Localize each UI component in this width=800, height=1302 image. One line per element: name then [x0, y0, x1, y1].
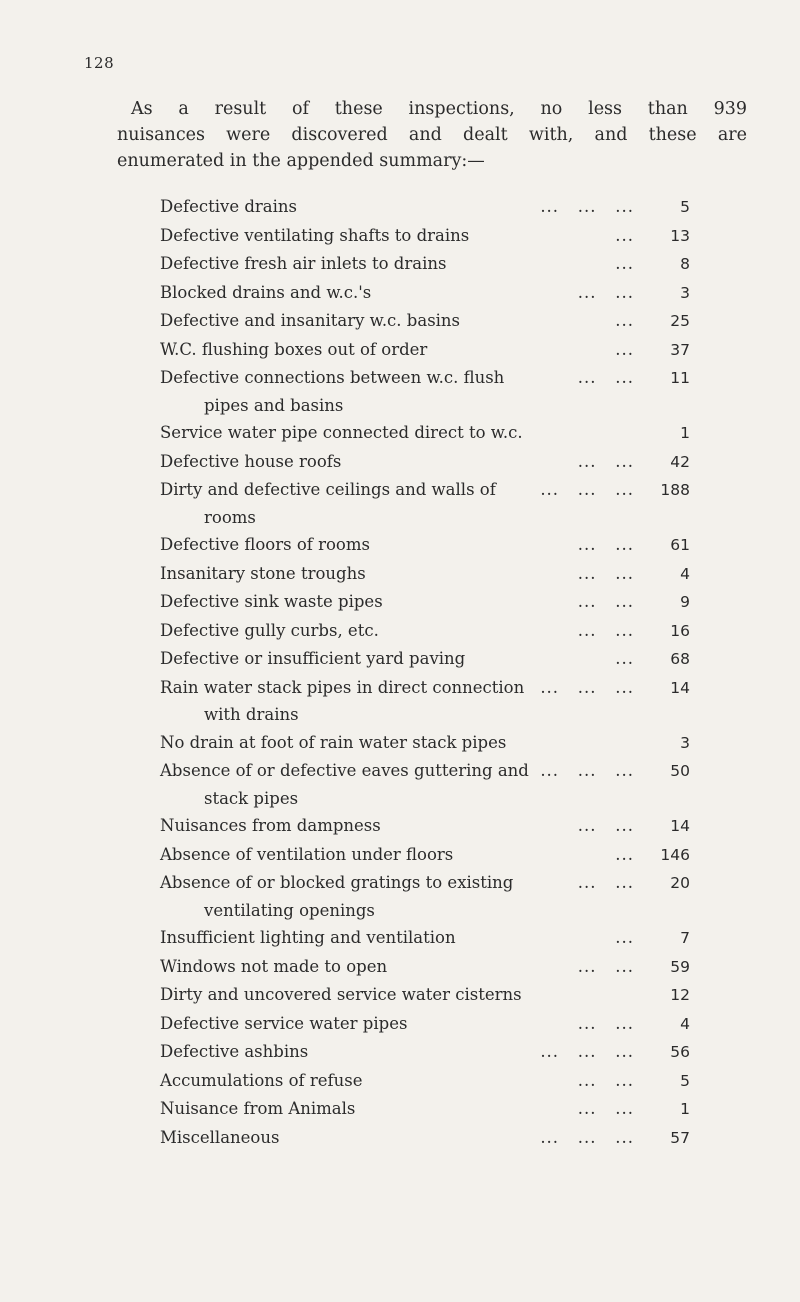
- summary-label-text: Defective floors of rooms: [160, 535, 370, 554]
- summary-count: 7: [680, 929, 690, 947]
- summary-count: 146: [660, 845, 690, 864]
- summary-label: [160, 757, 540, 812]
- summary-count: 188: [660, 481, 690, 499]
- summary-label: [160, 1124, 540, 1152]
- summary-count: 5: [680, 1071, 690, 1090]
- summary-label-continuation: ventilating openings: [204, 900, 375, 920]
- summary-label: [160, 674, 540, 729]
- summary-label-text: Defective drains: [160, 197, 298, 216]
- summary-leader-dots: ... ... ...: [540, 677, 634, 697]
- intro-line: enumerated in the appended summary:—: [117, 151, 485, 171]
- summary-count: 9: [680, 593, 690, 611]
- summary-leader-dots: ... ...: [577, 816, 634, 835]
- summary-row: [160, 193, 690, 222]
- summary-label-text: Defective connections between w.c. flush: [160, 368, 505, 387]
- summary-row: [160, 279, 690, 308]
- summary-count: 16: [670, 621, 690, 640]
- summary-count: 25: [670, 312, 690, 330]
- summary-label: [160, 250, 615, 278]
- summary-label: [160, 812, 578, 840]
- summary-leader-dots: ... ...: [577, 620, 634, 640]
- summary-label: [160, 981, 634, 1009]
- summary-label: [160, 645, 615, 673]
- summary-label-text: Absence of or defective eaves guttering and: [160, 761, 529, 780]
- summary-leader-dots: ... ...: [577, 563, 634, 583]
- summary-label-text: Blocked drains and w.c.'s: [160, 282, 372, 302]
- intro-paragraph: [117, 96, 747, 174]
- summary-label: [160, 448, 578, 476]
- summary-row: [160, 448, 690, 477]
- summary-label: [160, 193, 540, 221]
- summary-label-text: Defective ashbins: [160, 1042, 309, 1061]
- summary-row: [160, 336, 690, 365]
- summary-row: [160, 924, 690, 953]
- intro-line: As a result of these inspections, no less than 939: [131, 99, 747, 119]
- summary-row: [160, 869, 690, 924]
- summary-label-text: Rain water stack pipes in direct connection: [160, 677, 525, 697]
- summary-leader-dots: ...: [615, 254, 634, 273]
- summary-label-text: Dirty and defective ceilings and walls of: [160, 480, 496, 499]
- summary-leader-dots: ...: [615, 225, 634, 245]
- summary-count: 13: [670, 226, 690, 245]
- summary-label: [160, 953, 578, 981]
- summary-count: 11: [670, 369, 690, 387]
- summary-leader-dots: ...: [615, 649, 634, 668]
- summary-label-text: Nuisance from Animals: [160, 1099, 356, 1118]
- summary-count: 8: [680, 255, 690, 273]
- summary-label: [160, 617, 578, 645]
- summary-leader-dots: ... ...: [577, 1070, 634, 1090]
- summary-row: [160, 674, 690, 729]
- summary-label-text: Miscellaneous: [160, 1127, 280, 1147]
- summary-leader-dots: ... ...: [577, 1013, 634, 1033]
- summary-row: [160, 560, 690, 589]
- summary-count: 14: [670, 817, 690, 835]
- summary-leader-dots: ... ...: [577, 535, 634, 554]
- summary-row: [160, 419, 690, 448]
- summary-row: [160, 757, 690, 812]
- summary-label: [160, 531, 578, 559]
- summary-leader-dots: ...: [615, 311, 634, 330]
- summary-count: 4: [680, 1014, 690, 1033]
- summary-label-text: Defective gully curbs, etc.: [160, 620, 379, 640]
- summary-count: 37: [670, 340, 690, 359]
- summary-label: [160, 222, 615, 250]
- summary-label: [160, 1010, 578, 1038]
- summary-label-text: W.C. flushing boxes out of order: [160, 339, 428, 359]
- intro-line: nuisances were discovered and dealt with, and these are: [117, 125, 747, 145]
- summary-label-text: Nuisances from dampness: [160, 816, 381, 835]
- summary-leader-dots: ... ... ...: [540, 1042, 634, 1061]
- summary-leader-dots: ... ...: [577, 451, 634, 471]
- summary-label: [160, 307, 615, 335]
- nuisance-summary-list: [160, 193, 690, 1152]
- summary-leader-dots: ... ...: [577, 282, 634, 302]
- summary-count: 1: [680, 424, 690, 442]
- summary-leader-dots: ...: [615, 844, 634, 864]
- summary-label-continuation: rooms: [204, 507, 256, 527]
- summary-row: [160, 1010, 690, 1039]
- summary-count: 68: [670, 650, 690, 668]
- summary-row: [160, 364, 690, 419]
- summary-label-text: Defective or insufficient yard paving: [160, 649, 466, 668]
- summary-count: 57: [670, 1128, 690, 1147]
- summary-row: [160, 1038, 690, 1067]
- summary-label-text: Defective and insanitary w.c. basins: [160, 311, 461, 330]
- summary-label: [160, 1038, 540, 1066]
- summary-count: 50: [670, 762, 690, 780]
- summary-label: [160, 1067, 578, 1095]
- summary-row: [160, 812, 690, 841]
- summary-leader-dots: ... ...: [577, 956, 634, 976]
- summary-row: [160, 729, 690, 758]
- summary-count: 42: [670, 452, 690, 471]
- summary-label: [160, 924, 615, 952]
- summary-row: [160, 222, 690, 251]
- summary-leader-dots: ... ...: [577, 592, 634, 611]
- summary-label-text: Absence of or blocked gratings to existing: [160, 873, 514, 892]
- summary-row: [160, 1124, 690, 1153]
- summary-label: [160, 841, 615, 869]
- summary-row: [160, 531, 690, 560]
- summary-count: 59: [670, 957, 690, 976]
- summary-leader-dots: ... ...: [577, 873, 634, 892]
- summary-row: [160, 617, 690, 646]
- summary-row: [160, 953, 690, 982]
- summary-label: [160, 476, 540, 531]
- summary-label-text: Insanitary stone troughs: [160, 563, 366, 583]
- summary-leader-dots: ...: [615, 339, 634, 359]
- summary-row: [160, 250, 690, 279]
- summary-leader-dots: ... ... ...: [540, 761, 634, 780]
- summary-count: 56: [670, 1043, 690, 1061]
- summary-row: [160, 1095, 690, 1124]
- summary-label-text: Dirty and uncovered service water cisterns: [160, 985, 522, 1004]
- summary-count: 61: [670, 536, 690, 554]
- summary-count: 5: [680, 198, 690, 216]
- summary-label-text: Insufficient lighting and ventilation: [160, 928, 456, 947]
- summary-label: [160, 364, 578, 419]
- summary-label: [160, 560, 578, 588]
- summary-count: 14: [670, 678, 690, 697]
- summary-count: 20: [670, 874, 690, 892]
- summary-leader-dots: ... ...: [577, 368, 634, 387]
- summary-count: 12: [670, 986, 690, 1004]
- summary-label-text: Service water pipe connected direct to w.c.: [160, 423, 523, 442]
- summary-leader-dots: ... ... ...: [540, 480, 634, 499]
- summary-label-text: Defective house roofs: [160, 451, 342, 471]
- summary-label: [160, 1095, 578, 1123]
- summary-label: [160, 588, 578, 616]
- summary-label-text: Defective service water pipes: [160, 1013, 408, 1033]
- summary-label-continuation: pipes and basins: [204, 395, 344, 415]
- summary-label-text: Windows not made to open: [160, 956, 388, 976]
- page-number: 128: [84, 54, 115, 72]
- summary-label-continuation: stack pipes: [204, 788, 299, 808]
- summary-leader-dots: ...: [615, 928, 634, 947]
- summary-leader-dots: ... ... ...: [540, 197, 634, 216]
- summary-label-text: Defective fresh air inlets to drains: [160, 254, 447, 273]
- summary-label-text: Defective sink waste pipes: [160, 592, 383, 611]
- summary-label: [160, 336, 615, 364]
- summary-label-text: Accumulations of refuse: [160, 1070, 363, 1090]
- summary-label-text: No drain at foot of rain water stack pipes: [160, 732, 507, 752]
- summary-count: 3: [680, 733, 690, 752]
- summary-count: 3: [680, 283, 690, 302]
- summary-label-text: Defective ventilating shafts to drains: [160, 225, 470, 245]
- summary-row: [160, 588, 690, 617]
- summary-row: [160, 981, 690, 1010]
- summary-label: [160, 729, 634, 757]
- summary-label: [160, 279, 578, 307]
- summary-label-text: Absence of ventilation under floors: [160, 844, 454, 864]
- summary-label-continuation: with drains: [204, 705, 299, 724]
- summary-label: [160, 869, 578, 924]
- summary-count: 4: [680, 564, 690, 583]
- summary-leader-dots: ... ...: [577, 1099, 634, 1118]
- summary-row: [160, 645, 690, 674]
- summary-count: 1: [680, 1100, 690, 1118]
- summary-row: [160, 476, 690, 531]
- summary-label: [160, 419, 634, 447]
- summary-row: [160, 841, 690, 870]
- summary-leader-dots: ... ... ...: [540, 1127, 634, 1147]
- summary-row: [160, 1067, 690, 1096]
- summary-row: [160, 307, 690, 336]
